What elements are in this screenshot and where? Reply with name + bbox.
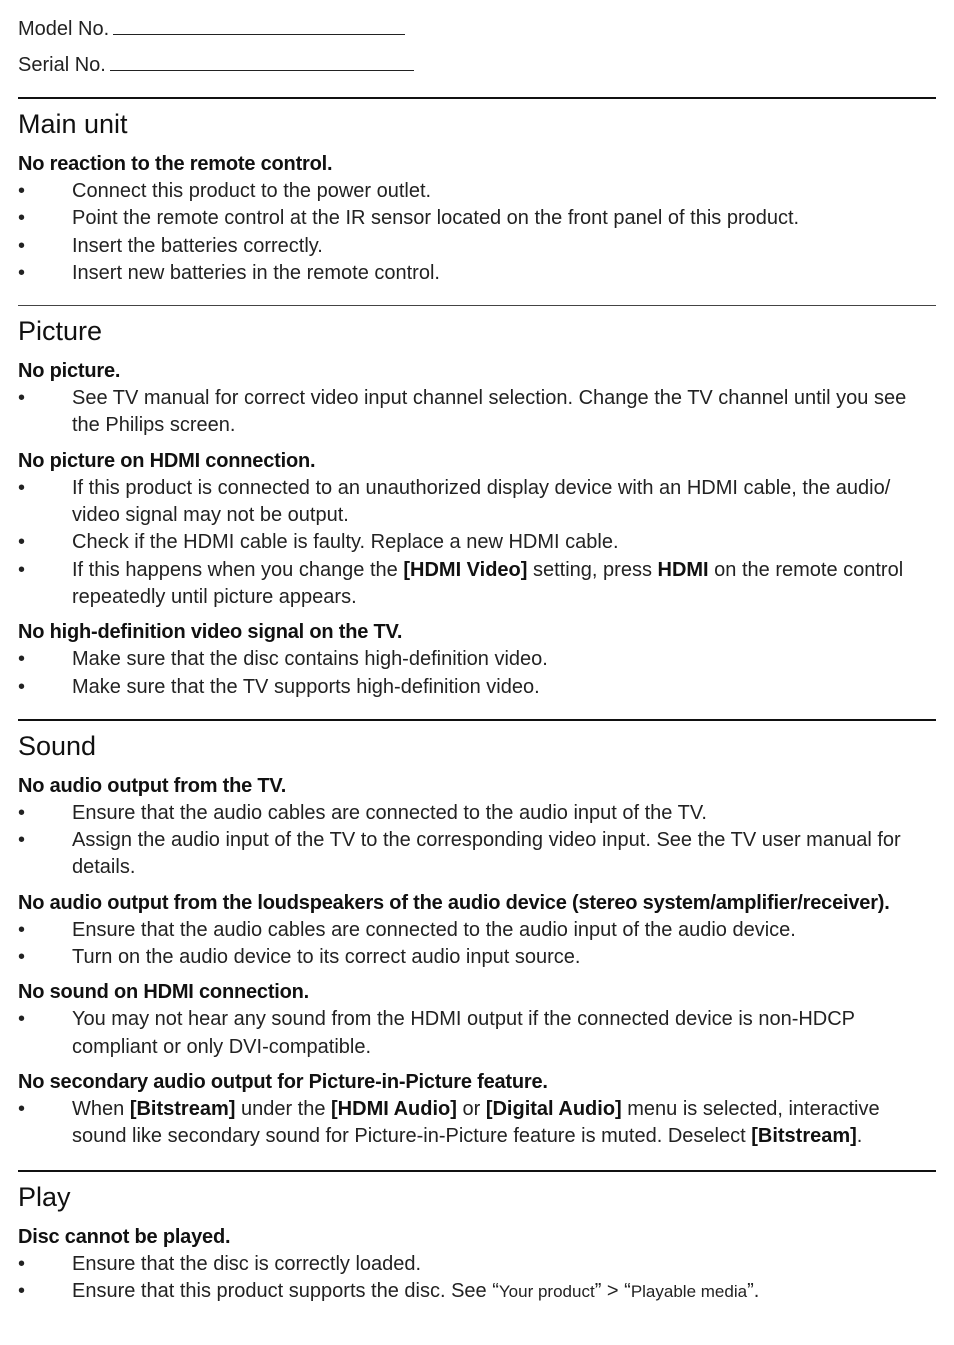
solution-item: • Ensure that the disc is correctly loaded.	[18, 1251, 936, 1278]
bullet-icon: •	[18, 829, 26, 852]
solution-item: • Insert the batteries correctly.	[18, 233, 936, 260]
bullet-icon: •	[18, 207, 26, 230]
bullet-icon: •	[18, 261, 26, 284]
menu-setting-name: [Bitstream]	[129, 1097, 236, 1120]
section-title: Main unit	[18, 109, 128, 139]
model-number-blank	[113, 16, 405, 35]
solution-item: • Turn on the audio device to its correct audio input source.	[18, 944, 936, 971]
section-title: Play	[18, 1181, 71, 1212]
solution-item: • Make sure that the TV supports high-definition video.	[18, 674, 936, 701]
problem-heading: No picture.	[18, 360, 121, 383]
section-play	[18, 1180, 936, 1306]
solution-item: • Ensure that this product supports the disc. See “Your product” > “Playable media”.	[18, 1278, 936, 1305]
model-number-label: Model No.	[18, 18, 110, 40]
solution-item: • Point the remote control at the IR sensor located on the front panel of this product.	[18, 205, 936, 232]
solution-list	[18, 1006, 936, 1061]
section-main-unit	[18, 107, 936, 305]
bullet-icon: •	[18, 918, 26, 941]
cross-reference: Your product	[498, 1281, 595, 1301]
serial-number-blank	[110, 52, 414, 71]
section-sound	[18, 729, 936, 1170]
section-picture	[18, 314, 936, 719]
solution-list	[18, 178, 936, 287]
solution-list	[18, 1251, 936, 1306]
troubleshooting-page	[18, 14, 936, 1305]
bullet-icon: •	[18, 180, 26, 202]
bullet-icon: •	[18, 1097, 26, 1120]
solution-list	[18, 800, 936, 882]
solution-item: • Check if the HDMI cable is faulty. Replace a new HDMI cable.	[18, 529, 936, 556]
menu-setting-name: [HDMI Audio]	[331, 1097, 457, 1120]
section-divider	[18, 97, 936, 99]
solution-item: • If this happens when you change the [HDMI Video] setting, press HDMI on the remote control repeatedly until picture appears.	[18, 558, 904, 608]
solution-item: • Assign the audio input of the TV to the corresponding video input. See the TV user manual for details.	[18, 829, 901, 879]
solution-item: • When [Bitstream] under the [HDMI Audio] or [Digital Audio] menu is selected, interactive sound like secondary sound for Picture-in-Picture feature is muted. Deselect [Bitstream].	[18, 1097, 880, 1148]
problem-heading: No reaction to the remote control.	[18, 153, 333, 175]
problem-heading: No audio output from the loudspeakers of the audio device (stereo system/amplifier/receiver).	[18, 891, 890, 914]
section-divider	[18, 719, 936, 721]
solution-list	[18, 646, 936, 701]
menu-setting-name: [Digital Audio]	[485, 1097, 622, 1120]
solution-list	[18, 917, 936, 972]
solution-item: • Connect this product to the power outlet.	[18, 178, 936, 205]
model-number-field	[18, 14, 936, 50]
serial-number-field	[18, 50, 936, 86]
solution-list	[18, 475, 936, 611]
section-divider	[18, 1170, 936, 1172]
bullet-icon: •	[18, 234, 26, 257]
solution-list	[18, 385, 936, 440]
bullet-icon: •	[18, 1252, 26, 1275]
solution-item: • Ensure that the audio cables are connected to the audio input of the audio device.	[18, 917, 936, 944]
cross-reference: Playable media	[630, 1281, 748, 1301]
bullet-icon: •	[18, 387, 26, 410]
remote-button-name: HDMI	[657, 558, 709, 581]
bullet-icon: •	[18, 675, 26, 698]
solution-list	[18, 1096, 936, 1151]
section-title: Sound	[18, 730, 97, 761]
solution-item: • Insert new batteries in the remote control.	[18, 260, 936, 287]
problem-heading: Disc cannot be played.	[18, 1225, 231, 1248]
section-title: Picture	[18, 316, 103, 347]
problem-heading: No audio output from the TV.	[18, 774, 287, 797]
bullet-icon: •	[18, 476, 26, 499]
bullet-icon: •	[18, 558, 26, 581]
problem-heading: No sound on HDMI connection.	[18, 981, 310, 1004]
serial-number-label: Serial No.	[18, 54, 106, 76]
solution-item: • You may not hear any sound from the HDMI output if the connected device is non-HDCP compliant or only DVI-compatible.	[18, 1008, 855, 1058]
bullet-icon: •	[18, 531, 26, 554]
solution-item: • Ensure that the audio cables are connected to the audio input of the TV.	[18, 800, 936, 827]
bullet-icon: •	[18, 1008, 26, 1031]
bullet-icon: •	[18, 801, 26, 824]
problem-heading: No picture on HDMI connection.	[18, 449, 316, 472]
menu-setting-name: [HDMI Video]	[403, 558, 528, 581]
bullet-icon: •	[18, 946, 26, 969]
solution-item: • See TV manual for correct video input channel selection. Change the TV channel until you see the Philips screen.	[18, 387, 907, 437]
section-divider	[18, 305, 936, 306]
solution-item: • If this product is connected to an unauthorized display device with an HDMI cable, the audio/ video signal may not be output.	[18, 476, 891, 527]
bullet-icon: •	[18, 648, 26, 671]
bullet-icon: •	[18, 1279, 26, 1302]
problem-heading: No high-definition video signal on the TV.	[18, 621, 403, 644]
menu-setting-name: [Bitstream]	[751, 1125, 857, 1148]
problem-heading: No secondary audio output for Picture-in-Picture feature.	[18, 1070, 548, 1093]
solution-item: • Make sure that the disc contains high-definition video.	[18, 646, 936, 673]
